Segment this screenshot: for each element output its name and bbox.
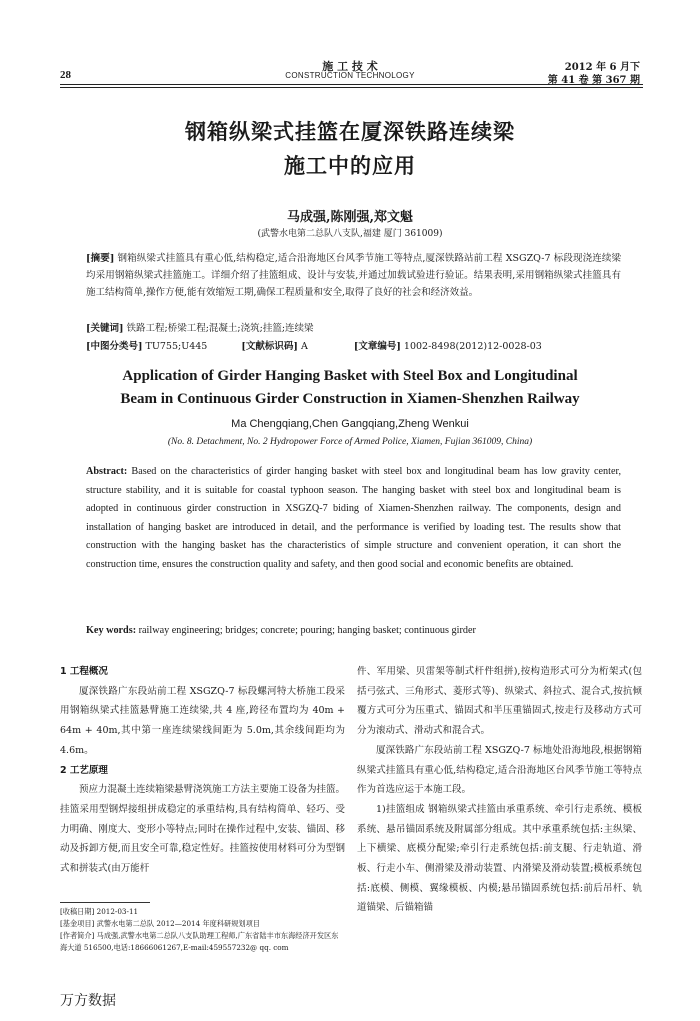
authors-cn: 马成强,陈刚强,郑文魁 xyxy=(286,210,414,225)
keywords-cn-label: [关键词] xyxy=(86,323,124,334)
footnote-received: [收稿日期] 2012-03-11 xyxy=(60,907,139,916)
body-left-column xyxy=(60,662,345,879)
authors-en: Ma Chengqiang,Chen Gangqiang,Zheng Wenkui xyxy=(231,418,469,430)
article-no-label: [文章编号] xyxy=(353,341,401,352)
right-paragraph-3: 1)挂篮组成 钢箱纵梁式挂篮由承重系统、牵引行走系统、模板系统、悬吊锚固系统及附属部分组成。其中承重系统包括:主纵梁、上下横梁、底模分配梁;牵引行走系统包括:前支腿、行走轨道、滑板、行走小车、侧滑梁及滑动装置、内滑梁及滑动装置;模板系统包括:底模、侧模、翼缘模板、内模;悬吊锚固系统包括:前后吊杆、轨道锚梁、后锚箱锚 xyxy=(357,803,642,914)
doc-code-value: A xyxy=(300,341,308,352)
title-en-line-2: Beam in Continuous Girder Construction in Xiamen-Shenzhen Railway xyxy=(120,391,580,407)
footnote-author: [作者简介] 马成强,武警水电第二总队八支队助理工程师,广东省陆丰市东海经济开发区东海大道 516500,电话:18666061267,E-mail:459557232@ qq. com xyxy=(60,931,339,952)
classification-line xyxy=(86,338,621,355)
section-1-title: 1 工程概况 xyxy=(60,666,108,677)
title-cn-line-1: 钢箱纵梁式挂篮在厦深铁路连续梁 xyxy=(185,119,515,144)
title-en-line-1: Application of Girder Hanging Basket with Steel Box and Longitudinal xyxy=(122,368,578,384)
issue-volume: 第 41 卷 第 367 期 xyxy=(547,75,640,86)
abstract-en-text: Based on the characteristics of girder hanging basket with steel box and longitudinal beam has low gravity center, structure stability, and it is suitable for coastal typhoon season. The hanging basket with steel box and longitudinal beam is adopted in continuous girder construction in XSGZQ-7 biding of Xiamen-Shenzhen railway. The components, design and installation of hanging basket are introduced in detail, and the performance is verified by loading test. The results show that construction with the hanging basket has the characteristics of simple structure and convenient operation, it can short the construction time, ensures the construction quality and safety, and then good social and economic benefits are obtained. xyxy=(86,466,622,570)
right-paragraph-2: 厦深铁路广东段站前工程 XSGZQ-7 标地处沿海地段,根据钢箱纵梁式挂篮具有重心低,结构稳定,适合沿海地区台风季节施工等特点作为首选应运于本施工段。 xyxy=(357,744,642,796)
keywords-cn xyxy=(86,320,621,337)
section-2-title: 2 工艺原理 xyxy=(60,764,108,776)
abstract-en-label: Abstract: xyxy=(86,466,128,477)
clc-value: TU755;U445 xyxy=(145,341,208,352)
journal-name-cn: 施 工 技 术 xyxy=(322,60,378,73)
watermark-text: 万方数据 xyxy=(60,993,116,1009)
keywords-cn-text: 铁路工程;桥梁工程;混凝土;浇筑;挂篮;连续梁 xyxy=(126,323,314,334)
right-paragraph-1: 件、军用梁、贝雷架等制式杆件组拼),按构造形式可分为桁架式(包括弓弦式、三角形式、菱形式等)、纵梁式、斜拉式、混合式,按抗倾覆方式可分为压重式、锚固式和半压重锚固式,按走行及移动方式可分为滚动式、滑动式和混合式。 xyxy=(357,666,642,737)
abstract-en xyxy=(86,463,621,575)
footnote-rule xyxy=(60,902,150,903)
doc-code-label: [文献标识码] xyxy=(241,341,298,352)
section-2-paragraph: 预应力混凝土连续箱梁悬臂浇筑施工方法主要施工设备为挂篮。挂篮采用型钢焊接组拼成稳定的承重结构,具有结构简单、轻巧、受力明确、刚度大、变形小等特点;同时在操作过程中,安装、锚固、移动及拆卸方便,而且安全可靠,稳定性好。挂篮按使用材料可分为型钢式和拼装式(由万能杆 xyxy=(60,784,346,875)
header-rule xyxy=(60,84,643,85)
title-cn-line-2: 施工中的应用 xyxy=(284,153,416,178)
footnote xyxy=(60,906,345,954)
affiliation-en: (No. 8. Detachment, No. 2 Hydropower Force of Armed Police, Xiamen, Fujian 361009, China) xyxy=(167,437,533,447)
footnote-fund: [基金项目] 武警水电第二总队 2012—2014 年度科研规划项目 xyxy=(60,919,260,928)
body-right-column xyxy=(357,662,642,918)
abstract-cn-text: 钢箱纵梁式挂篮具有重心低,结构稳定,适合沿海地区台风季节施工等特点,厦深铁路站前工程 XSGZQ-7 标段现浇连续梁均采用钢箱纵梁式挂篮施工。详细介绍了挂篮组成、设计与安装,并通过加载试验进行验证。结果表明,采用钢箱纵梁式挂篮具有施工结构简单,操作方便,能有效缩短工期,确保工程质量和安全,取得了良好的社会和经济效益。 xyxy=(86,253,621,298)
affiliation-cn: (武警水电第二总队八支队,福建 厦门 361009) xyxy=(257,229,443,239)
abstract-cn xyxy=(86,250,621,301)
journal-name-en: CONSTRUCTION TECHNOLOGY xyxy=(285,71,415,80)
issue-date: 2012 年 6 月下 xyxy=(564,62,640,73)
abstract-cn-label: [摘要] xyxy=(86,253,115,264)
section-1-paragraph: 厦深铁路广东段站前工程 XSGZQ-7 标段螺河特大桥施工段采用钢箱纵梁式挂篮悬臂施工连续梁,共 4 座,跨径布置均为 40m + 64m + 40m,其中第一座连续梁线间距为 5.0m,其余线间距均为 4.6m。 xyxy=(60,685,345,756)
page-number: 28 xyxy=(60,69,71,81)
header-rule-thin xyxy=(60,87,643,88)
clc-label: [中图分类号] xyxy=(86,341,143,352)
article-no-value: 1002-8498(2012)12-0028-03 xyxy=(403,341,542,352)
keywords-en xyxy=(86,625,621,636)
keywords-en-text: railway engineering; bridges; concrete; pouring; hanging basket; continuous girder xyxy=(138,625,476,636)
keywords-en-label: Key words: xyxy=(86,625,137,636)
